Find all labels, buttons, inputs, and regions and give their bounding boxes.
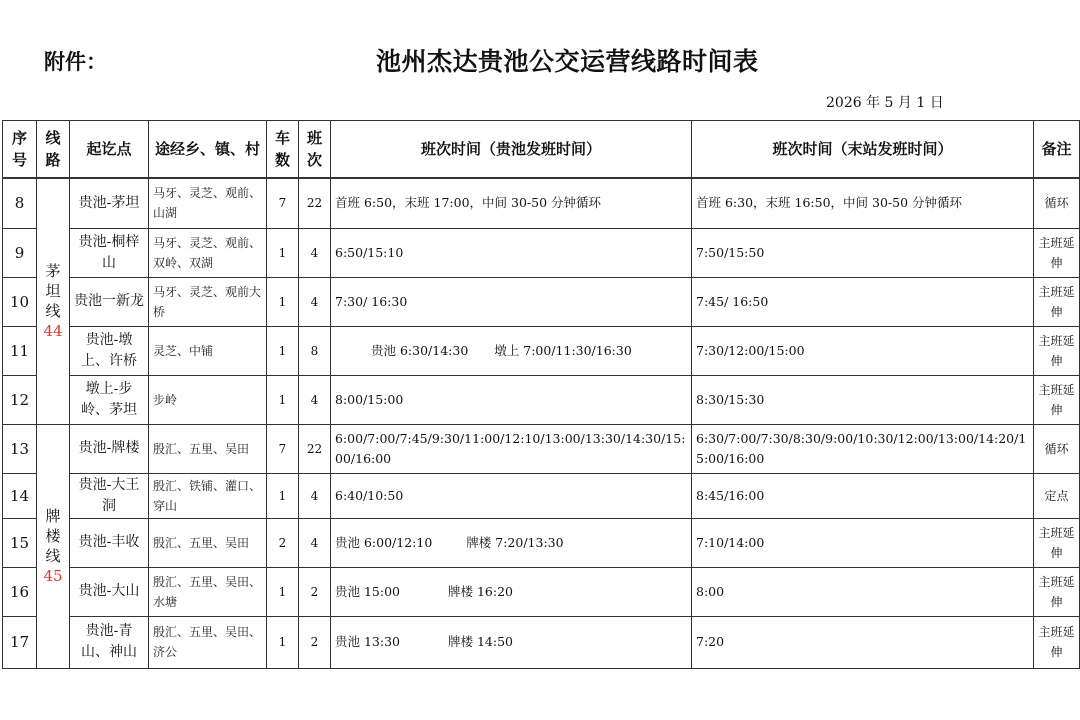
cell-via: 马牙、灵芝、观前、山湖 [149,178,267,228]
cell-trips: 22 [299,424,331,473]
cell-time-terminal: 7:45/ 16:50 [692,277,1034,326]
cell-time-terminal: 8:45/16:00 [692,473,1034,518]
cell-start-end: 贵池-大王洞 [70,473,149,518]
cell-time-guichi: 6:40/10:50 [331,473,692,518]
cell-time-terminal: 7:20 [692,616,1034,668]
route-name: 牌楼线 [45,507,61,565]
route-number: 45 [43,567,63,585]
table-row [3,424,1080,473]
cell-via: 殷汇、五里、吴田 [149,518,267,567]
time-guichi-part-a: 贵池 15:00 [335,583,400,599]
cell-trips: 4 [299,375,331,424]
cell-trips: 4 [299,277,331,326]
time-guichi-part-a: 贵池 6:30/14:30 [371,342,469,358]
cell-time-guichi [331,518,692,567]
cell-note: 主班延伸 [1034,567,1080,616]
cell-start-end: 墩上-步岭、茅坦 [70,375,149,424]
col-header-vehicles: 车数 [267,121,299,179]
cell-time-terminal: 7:30/12:00/15:00 [692,326,1034,375]
cell-note: 主班延伸 [1034,228,1080,277]
time-guichi-part-a: 贵池 13:30 [335,634,400,649]
cell-note: 主班延伸 [1034,326,1080,375]
cell-trips: 8 [299,326,331,375]
col-header-via: 途经乡、镇、村 [149,121,267,179]
table-row [3,228,1080,277]
attachment-label: 附件： [44,50,107,74]
cell-vehicles: 7 [267,424,299,473]
cell-time-guichi: 7:30/ 16:30 [331,277,692,326]
cell-seq: 13 [3,424,37,473]
time-guichi-part-b: 牌楼 7:20/13:30 [466,534,564,550]
document-date: 2026 年 5 月 1 日 [826,95,944,111]
route-name: 茅坦线 [45,262,61,321]
cell-vehicles: 1 [267,277,299,326]
cell-seq: 16 [3,567,37,616]
cell-time-terminal: 7:10/14:00 [692,518,1034,567]
cell-note: 定点 [1034,473,1080,518]
cell-time-terminal: 7:50/15:50 [692,228,1034,277]
cell-seq: 11 [3,326,37,375]
cell-start-end: 贵池-青山、神山 [70,616,149,668]
col-header-route: 线路 [37,121,70,179]
cell-trips: 22 [299,178,331,228]
cell-vehicles: 1 [267,228,299,277]
cell-start-end: 贵池-茅坦 [70,178,149,228]
table-row [3,178,1080,228]
col-header-note: 备注 [1034,121,1080,179]
table-row [3,567,1080,616]
cell-note: 主班延伸 [1034,518,1080,567]
cell-time-terminal: 8:30/15:30 [692,375,1034,424]
table-row [3,473,1080,518]
cell-via: 马牙、灵芝、观前大桥 [149,277,267,326]
cell-time-guichi: 6:00/7:00/7:45/9:30/11:00/12:10/13:00/13:30/14:30/15:00/16:00 [331,424,692,473]
table-row [3,326,1080,375]
cell-note: 循环 [1034,424,1080,473]
cell-trips: 2 [299,616,331,668]
col-header-seq: 序号 [3,121,37,179]
cell-note: 循环 [1034,178,1080,228]
cell-time-guichi [331,326,692,375]
route-cell [37,424,70,668]
time-guichi-part-a: 贵池 6:00/12:10 [335,534,433,550]
cell-via: 殷汇、五里、吴田、济公 [149,616,267,668]
cell-trips: 4 [299,473,331,518]
cell-trips: 4 [299,518,331,567]
cell-via: 灵芝、中铺 [149,326,267,375]
cell-start-end: 贵池-墩上、许桥 [70,326,149,375]
col-header-start-end: 起讫点 [70,121,149,179]
cell-note: 主班延伸 [1034,277,1080,326]
cell-vehicles: 1 [267,326,299,375]
cell-vehicles: 7 [267,178,299,228]
cell-seq: 12 [3,375,37,424]
cell-time-terminal: 6:30/7:00/7:30/8:30/9:00/10:30/12:00/13:00/14:20/15:00/16:00 [692,424,1034,473]
col-header-trips: 班次 [299,121,331,179]
time-guichi-part-b: 牌楼 16:20 [448,583,513,599]
cell-time-guichi: 6:50/15:10 [331,228,692,277]
time-guichi-part-b: 墩上 7:00/11:30/16:30 [494,342,632,358]
cell-seq: 17 [3,616,37,668]
cell-time-guichi [331,567,692,616]
cell-seq: 8 [3,178,37,228]
col-header-time-terminal: 班次时间（末站发班时间） [692,121,1034,179]
cell-seq: 14 [3,473,37,518]
cell-note: 主班延伸 [1034,616,1080,668]
cell-via: 殷汇、五里、吴田 [149,424,267,473]
cell-via: 殷汇、铁铺、灌口、穿山 [149,473,267,518]
cell-seq: 15 [3,518,37,567]
cell-time-terminal: 8:00 [692,567,1034,616]
cell-time-guichi: 首班 6:50，末班 17:00，中间 30-50 分钟循环 [331,178,692,228]
table-row [3,518,1080,567]
cell-vehicles: 1 [267,473,299,518]
cell-trips: 4 [299,228,331,277]
time-guichi-part-b: 牌楼 14:50 [448,634,513,649]
bus-schedule-table [2,120,1080,669]
route-number: 44 [43,322,63,341]
cell-via: 马牙、灵芝、观前、双岭、双湖 [149,228,267,277]
table-header-row [3,121,1080,179]
cell-start-end: 贵池一新龙 [70,277,149,326]
cell-via: 殷汇、五里、吴田、水塘 [149,567,267,616]
cell-vehicles: 1 [267,375,299,424]
cell-time-guichi [331,616,692,668]
cell-vehicles: 2 [267,518,299,567]
table-row [3,616,1080,668]
cell-seq: 9 [3,228,37,277]
cell-trips: 2 [299,567,331,616]
cell-vehicles: 1 [267,567,299,616]
cell-start-end: 贵池-桐梓山 [70,228,149,277]
cell-seq: 10 [3,277,37,326]
cell-start-end: 贵池-丰收 [70,518,149,567]
table-row [3,375,1080,424]
table-row [3,277,1080,326]
cell-time-guichi: 8:00/15:00 [331,375,692,424]
cell-time-terminal: 首班 6:30，末班 16:50，中间 30-50 分钟循环 [692,178,1034,228]
cell-start-end: 贵池-牌楼 [70,424,149,473]
col-header-time-guichi: 班次时间（贵池发班时间） [331,121,692,179]
cell-start-end: 贵池-大山 [70,567,149,616]
cell-via: 步岭 [149,375,267,424]
document-title: 池州杰达贵池公交运营线路时间表 [376,47,759,76]
cell-note: 主班延伸 [1034,375,1080,424]
route-cell [37,178,70,424]
cell-vehicles: 1 [267,616,299,668]
